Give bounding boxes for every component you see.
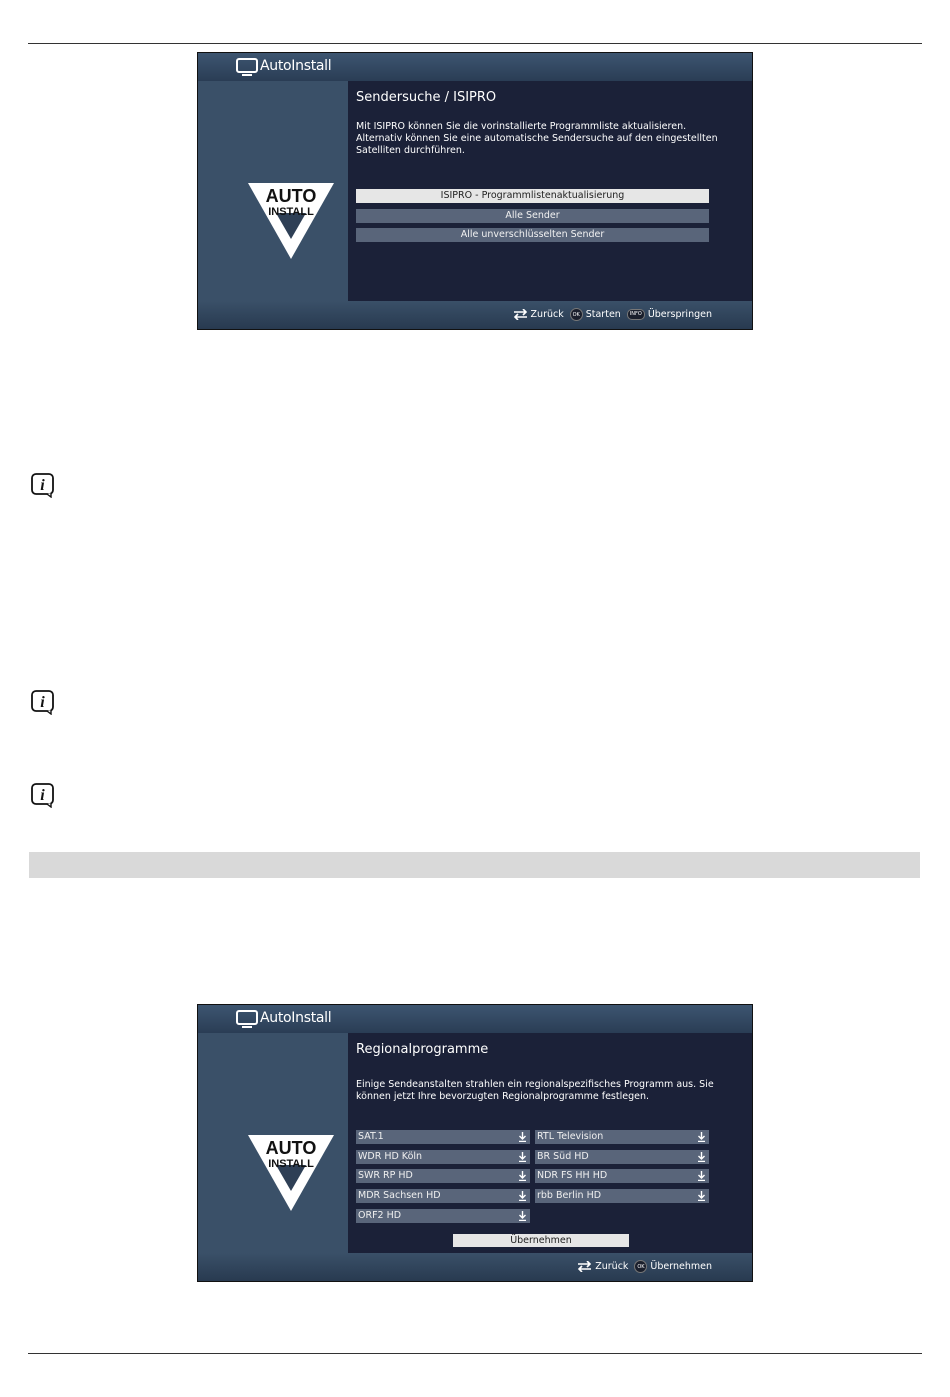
select-value: WDR HD Köln xyxy=(358,1151,423,1162)
footer-hints xyxy=(571,1260,712,1273)
app-title: AutoInstall xyxy=(260,1010,332,1026)
svg-text:AUTO: AUTO xyxy=(265,186,317,206)
region-select-rtl[interactable] xyxy=(535,1130,709,1144)
back-label: Zurück xyxy=(530,309,564,320)
page-heading: Sendersuche / ISIPRO xyxy=(356,90,497,105)
select-value: BR Süd HD xyxy=(537,1151,589,1162)
footer-hints xyxy=(507,308,712,321)
start-label: Starten xyxy=(585,309,621,320)
content-area xyxy=(356,1033,752,1253)
tv-icon xyxy=(236,1010,258,1030)
ok-key-icon: OK xyxy=(634,1260,647,1273)
info-icon xyxy=(30,689,56,715)
back-hint[interactable] xyxy=(513,309,564,320)
apply-button[interactable]: Übernehmen xyxy=(453,1234,629,1247)
bottom-rule xyxy=(28,1353,922,1354)
back-label: Zurück xyxy=(595,1261,629,1272)
region-select-ndr[interactable] xyxy=(535,1169,709,1183)
download-arrow-icon xyxy=(697,1191,706,1201)
download-arrow-icon xyxy=(518,1191,527,1201)
logo-panel xyxy=(198,81,348,303)
download-arrow-icon xyxy=(518,1132,527,1142)
ok-key-icon: OK xyxy=(570,308,583,321)
description-text: Einige Sendeanstalten strahlen ein regionalspezifisches Programm aus. Sie können jetzt Ihre bevorzugten Regionalprogramme festlegen. xyxy=(356,1079,714,1102)
apply-hint-label: Übernehmen xyxy=(650,1261,712,1272)
select-value: SAT.1 xyxy=(358,1131,384,1142)
select-value: ORF2 HD xyxy=(358,1210,402,1221)
skip-hint[interactable] xyxy=(627,309,712,320)
back-arrows-icon xyxy=(577,1261,592,1272)
svg-text:INSTALL: INSTALL xyxy=(268,1158,314,1170)
autoinstall-logo xyxy=(246,181,336,261)
apply-hint[interactable] xyxy=(634,1260,712,1273)
skip-label: Überspringen xyxy=(647,309,712,320)
title-bar xyxy=(198,53,752,81)
svg-text:INSTALL: INSTALL xyxy=(268,206,314,218)
select-value: NDR FS HH HD xyxy=(537,1170,608,1181)
option-isipro-button[interactable]: ISIPRO - Programmlistenaktualisierung xyxy=(356,189,709,203)
region-select-orf2[interactable] xyxy=(356,1209,530,1223)
select-value: RTL Television xyxy=(537,1131,604,1142)
description-text: Mit ISIPRO können Sie die vorinstallierte Programmliste aktualisieren. Alternativ können Sie eine automatische Sendersuche auf den eingestellten Satelliten durchführen. xyxy=(356,121,718,156)
back-arrows-icon xyxy=(513,309,528,320)
svg-text:AUTO: AUTO xyxy=(265,1138,317,1158)
option-all-channels-button[interactable]: Alle Sender xyxy=(356,209,709,223)
region-select-br[interactable] xyxy=(535,1150,709,1164)
svg-text:i: i xyxy=(40,694,45,711)
download-arrow-icon xyxy=(697,1152,706,1162)
footer-bar xyxy=(198,301,752,329)
page-heading: Regionalprogramme xyxy=(356,1042,489,1057)
top-rule xyxy=(28,43,922,44)
download-arrow-icon xyxy=(697,1132,706,1142)
select-value: MDR Sachsen HD xyxy=(358,1190,441,1201)
select-value: rbb Berlin HD xyxy=(537,1190,602,1201)
title-bar xyxy=(198,1005,752,1033)
tv-screen-sendersuche xyxy=(197,52,753,330)
download-arrow-icon xyxy=(518,1211,527,1221)
region-select-wdr[interactable] xyxy=(356,1150,530,1164)
info-key-icon: INFO xyxy=(627,309,645,320)
content-area xyxy=(356,81,752,301)
info-icon xyxy=(30,782,56,808)
region-select-rbb[interactable] xyxy=(535,1189,709,1203)
info-icon xyxy=(30,472,56,498)
download-arrow-icon xyxy=(518,1152,527,1162)
region-select-mdr[interactable] xyxy=(356,1189,530,1203)
download-arrow-icon xyxy=(518,1171,527,1181)
autoinstall-logo xyxy=(246,1133,336,1213)
logo-panel xyxy=(198,1033,348,1255)
download-arrow-icon xyxy=(697,1171,706,1181)
footer-bar xyxy=(198,1253,752,1281)
app-title: AutoInstall xyxy=(260,58,332,74)
option-free-channels-button[interactable]: Alle unverschlüsselten Sender xyxy=(356,228,709,242)
start-hint[interactable] xyxy=(570,308,621,321)
svg-text:i: i xyxy=(40,787,45,804)
region-select-swr[interactable] xyxy=(356,1169,530,1183)
svg-text:i: i xyxy=(40,477,45,494)
back-hint[interactable] xyxy=(577,1261,628,1272)
select-value: SWR RP HD xyxy=(358,1170,413,1181)
tv-screen-regionalprogramme xyxy=(197,1004,753,1282)
tv-icon xyxy=(236,58,258,78)
region-select-sat1[interactable] xyxy=(356,1130,530,1144)
section-header-band xyxy=(29,852,920,878)
